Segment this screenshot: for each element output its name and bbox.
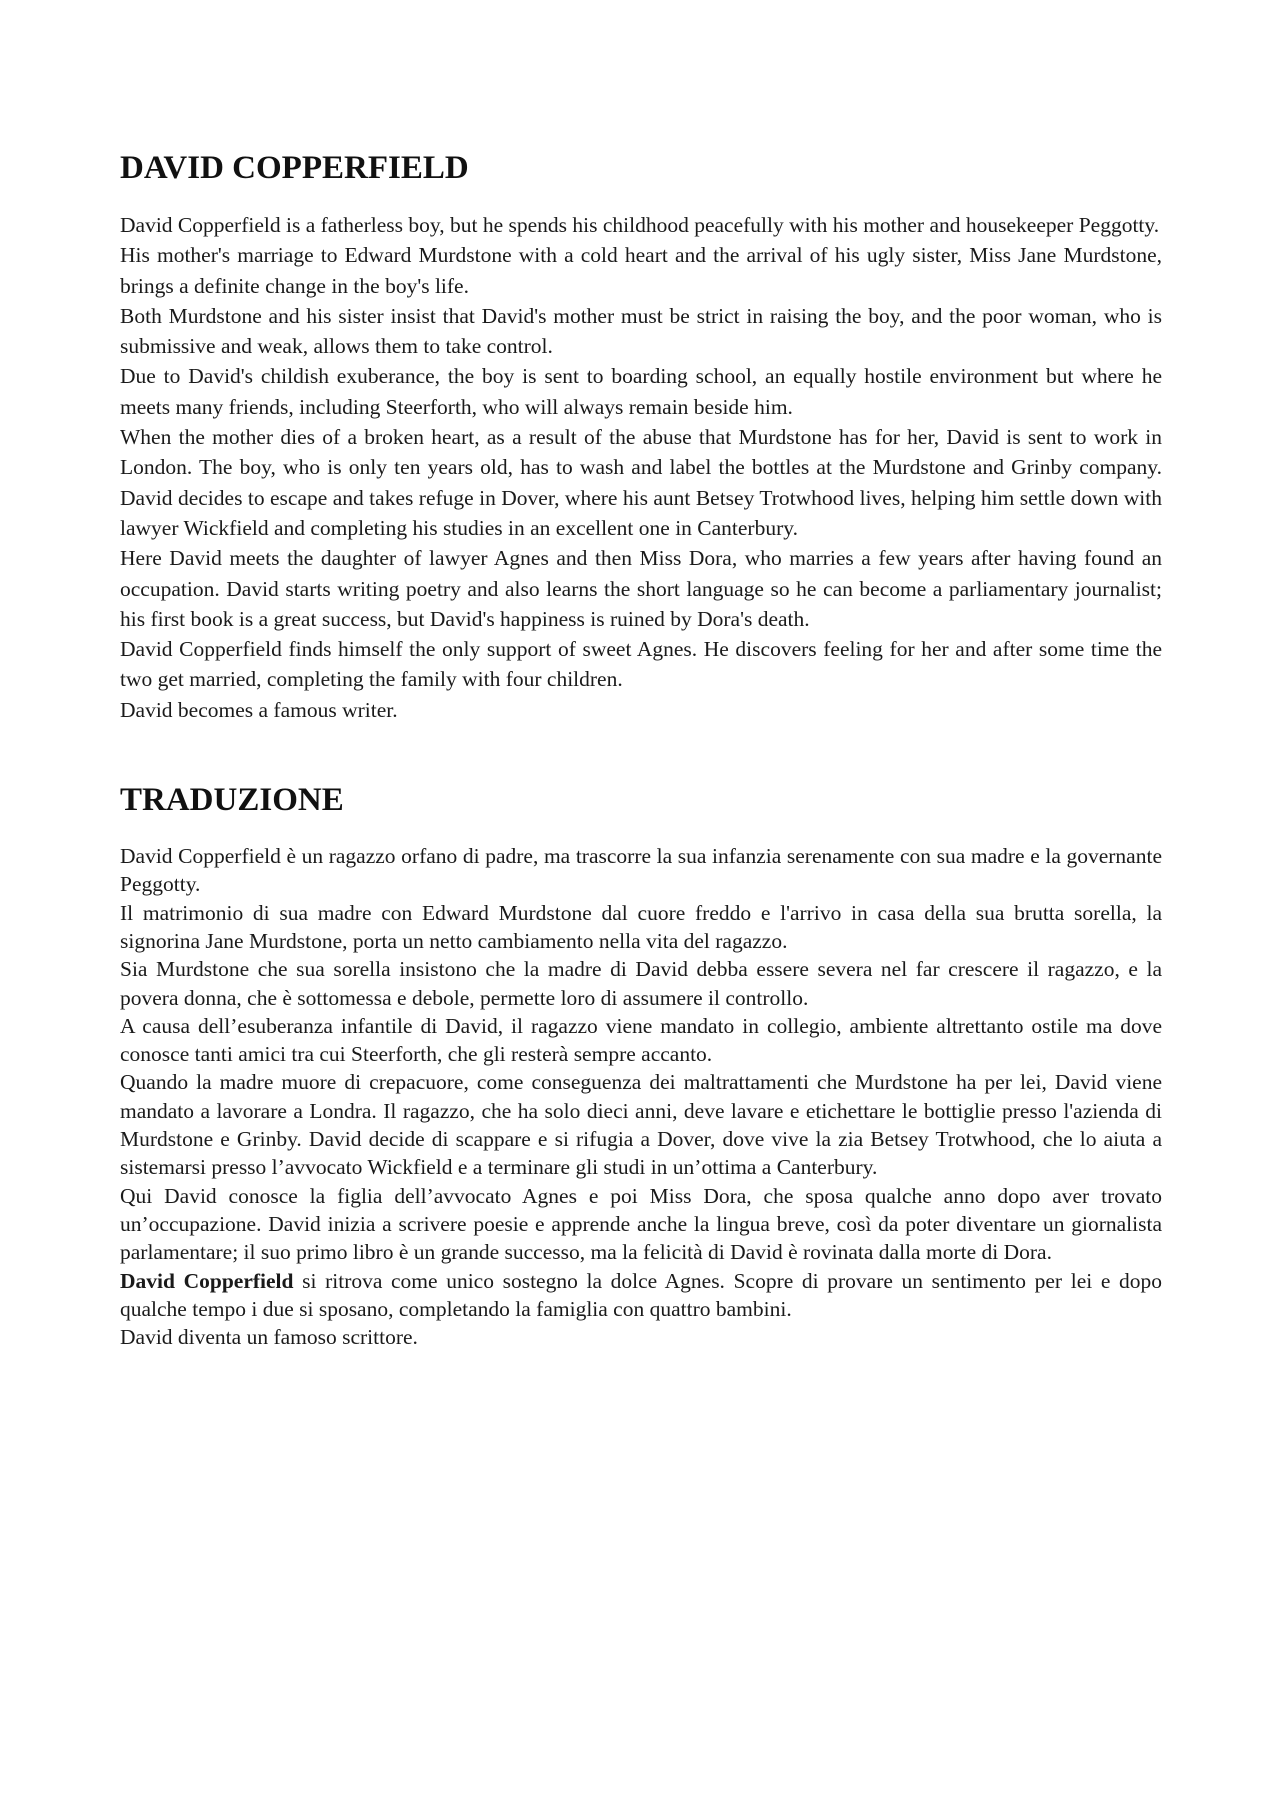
- italian-paragraph-6: Qui David conosce la figlia dell’avvocato Agnes e poi Miss Dora, che sposa qualche anno dopo aver trovato un’occupazione. David inizia a scrivere poesie e apprende anche la lingua breve, così da poter diventare un giornalista parlamentare; il suo primo libro è un grande successo, ma la felicità di David è rovinata dalla morte di Dora.: [120, 1183, 1162, 1265]
- italian-paragraph-8: David diventa un famoso scrittore.: [120, 1325, 418, 1350]
- english-paragraph-7: David Copperfield finds himself the only support of sweet Agnes. He discovers feeling for her and after some time the two get married, completing the family with four children.: [120, 637, 1162, 692]
- italian-paragraph-4: A causa dell’esuberanza infantile di David, il ragazzo viene mandato in collegio, ambiente altrettanto ostile ma dove conosce tanti amici tra cui Steerforth, che gli resterà sempre accanto.: [120, 1013, 1162, 1067]
- italian-paragraph-5: Quando la madre muore di crepacuore, come conseguenza dei maltrattamenti che Murdstone ha per lei, David viene mandato a lavorare a Londra. Il ragazzo, che ha solo dieci anni, deve lavare e etichettare le bottiglie presso l'azienda di Murdstone e Grinby. David decide di scappare e si rifugia a Dover, dove vive la zia Betsey Trotwhood, che lo aiuta a sistemarsi presso l’avvocato Wickfield e a terminare gli studi in un’ottima a Canterbury.: [120, 1070, 1162, 1180]
- english-section: [120, 148, 1162, 725]
- english-heading: DAVID COPPERFIELD: [120, 150, 469, 186]
- english-paragraph-4: Due to David's childish exuberance, the boy is sent to boarding school, an equally hostile environment but where he meets many friends, including Steerforth, who will always remain beside him.: [120, 364, 1162, 419]
- italian-paragraph-3: Sia Murdstone che sua sorella insistono che la madre di David debba essere severa nel far crescere il ragazzo, e la povera donna, che è sottomessa e debole, permette loro di assumere il controllo.: [120, 957, 1162, 1010]
- english-paragraph-6: Here David meets the daughter of lawyer Agnes and then Miss Dora, who marries a few years after having found an occupation. David starts writing poetry and also learns the short language so he can become a parliamentary journalist; his first book is a great success, but David's happiness is ruined by Dora's death.: [120, 546, 1162, 631]
- italian-paragraph-7-text: si ritrova come unico sostegno la dolce Agnes. Scopre di provare un sentimento per lei e dopo qualche tempo i due si sposano, completando la famiglia con quattro bambini.: [120, 1268, 1163, 1321]
- english-paragraph-3: Both Murdstone and his sister insist that David's mother must be strict in raising the boy, and the poor woman, who is submissive and weak, allows them to take control.: [120, 303, 1162, 359]
- document-page: [120, 148, 1162, 1351]
- english-paragraph-8: David becomes a famous writer.: [120, 697, 398, 722]
- english-paragraph-5: When the mother dies of a broken heart, as a result of the abuse that Murdstone has for her, David is sent to work in London. The boy, who is only ten years old, has to wash and label the bottles at the Murdstone and Grinby company. David decides to escape and takes refuge in Dover, where his aunt Betsey Trotwhood lives, helping him settle down with lawyer Wickfield and completing his studies in an excellent one in Canterbury.: [120, 425, 1162, 540]
- italian-paragraph-7: [120, 1267, 1162, 1324]
- bold-name: David Copperfield: [120, 1268, 294, 1293]
- italian-paragraph-1: David Copperfield è un ragazzo orfano di padre, ma trascorre la sua infanzia serenamente con sua madre e la governante Peggotty.: [120, 844, 1162, 897]
- italian-section: [120, 780, 1162, 1351]
- italian-paragraph-2: Il matrimonio di sua madre con Edward Murdstone dal cuore freddo e l'arrivo in casa della sua brutta sorella, la signorina Jane Murdstone, porta un netto cambiamento nella vita del ragazzo.: [120, 900, 1162, 953]
- english-paragraph-2: His mother's marriage to Edward Murdstone with a cold heart and the arrival of his ugly sister, Miss Jane Murdstone, brings a definite change in the boy's life.: [120, 243, 1162, 298]
- italian-heading: TRADUZIONE: [120, 782, 344, 819]
- english-paragraph-1: David Copperfield is a fatherless boy, but he spends his childhood peacefully with his mother and housekeeper Peggotty.: [120, 213, 1160, 237]
